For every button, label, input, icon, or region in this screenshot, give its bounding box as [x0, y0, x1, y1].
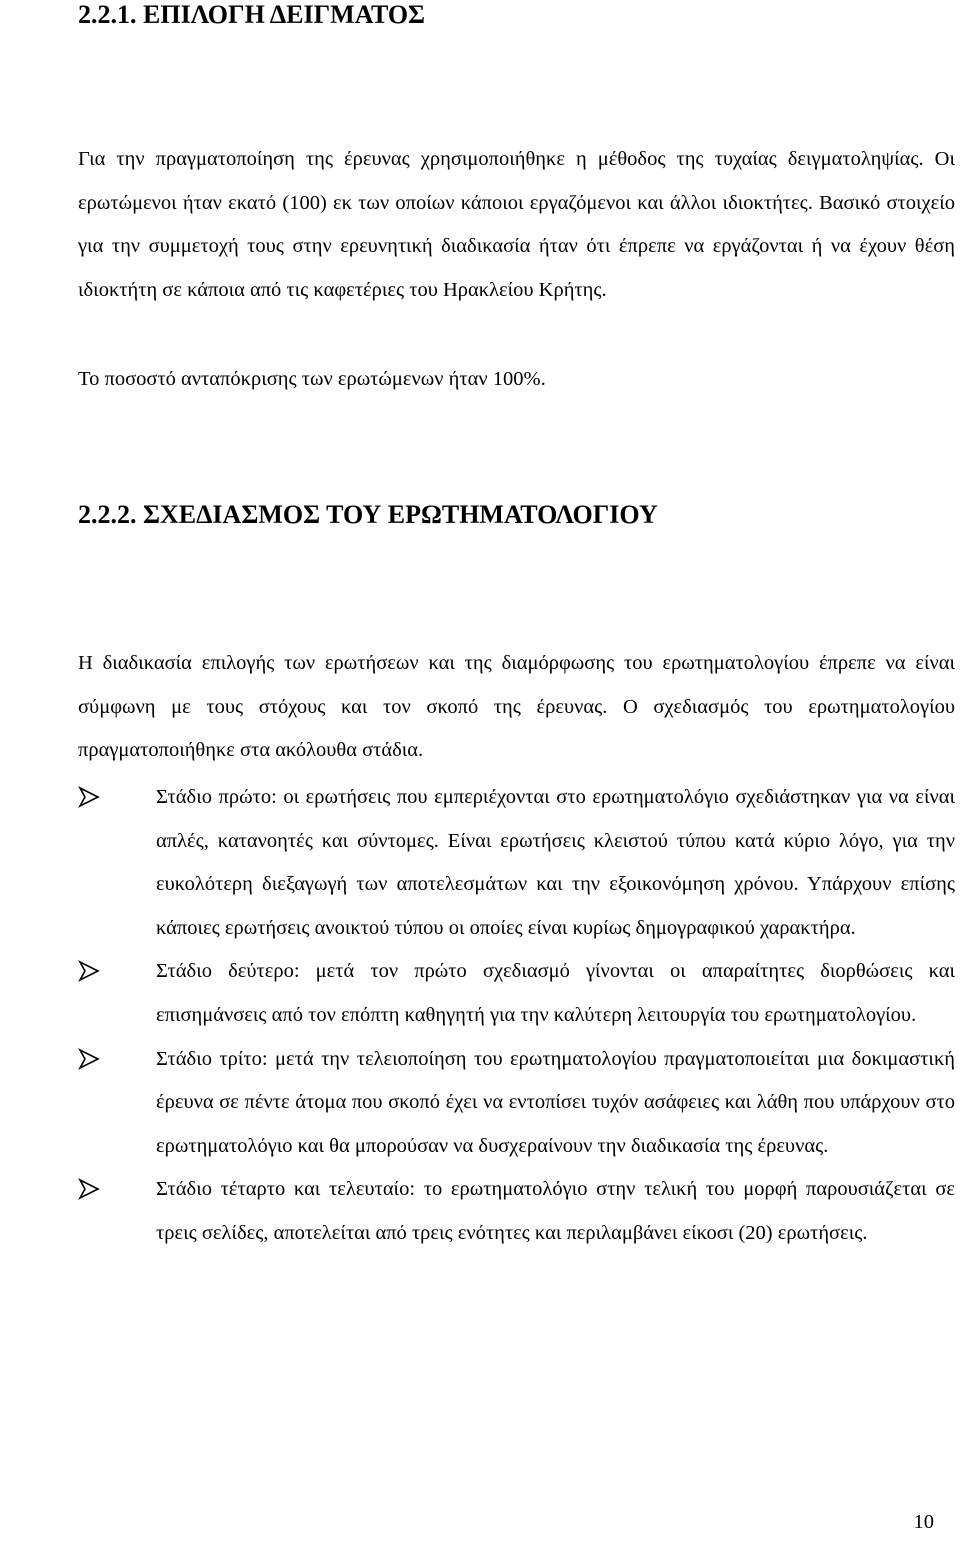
paragraph-sampling-text: Για την πραγματοποίηση της έρευνας χρησιμοποιήθηκε η μέθοδος της τυχαίας δειγματοληψίας. Οι ερωτώμενοι ήταν εκατό (100) εκ των οποίων κάποιοι εργαζόμενοι και άλλοι ιδιοκτήτες. Βασικό στοιχείο για την συμμετοχή τους στην ερευνητική διαδικασία ήταν ότι έπρεπε να εργάζονται ή να έχουν θέση ιδιοκτήτη σε κάποια από τις καφετέριες του Ηρακλείου Κρήτης. — [78, 148, 955, 301]
list-item — [78, 950, 955, 1037]
paragraph-sampling-method — [78, 138, 955, 312]
stage-text: Στάδιο πρώτο: οι ερωτήσεις που εμπεριέχονται στο ερωτηματολόγιο σχεδιάστηκαν για να είναι απλές, κατανοητές και σύντομες. Είναι ερωτήσεις κλειστού τύπου κατά κύριο λόγο, για την ευκολότερη διεξαγωγή των αποτελεσμάτων και την εξοικονόμηση χρόνου. Υπάρχουν επίσης κάποιες ερωτήσεις ανοικτού τύπου οι οποίες είναι κυρίως δημογραφικού χαρακτήρα. — [156, 786, 955, 939]
section-heading-questionnaire-design: 2.2.2. ΣΧΕΔΙΑΣΜΟΣ ΤΟΥ ΕΡΩΤΗΜΑΤΟΛΟΓΙΟΥ — [78, 500, 658, 529]
arrowhead-bullet-icon — [78, 1178, 100, 1200]
paragraph-response-rate: Το ποσοστό ανταπόκρισης των ερωτώμενων ήταν 100%. — [78, 368, 546, 390]
stages-list — [78, 776, 955, 1256]
stage-text: Στάδιο τέταρτο και τελευταίο: το ερωτηματολόγιο στην τελική του μορφή παρουσιάζεται σε τρεις σελίδες, αποτελείται από τρεις ενότητες και περιλαμβάνει είκοσι (20) ερωτήσεις. — [156, 1178, 955, 1244]
paragraph-questionnaire-intro — [78, 642, 955, 773]
section-heading-sample-selection: 2.2.1. ΕΠΙΛΟΓΗ ΔΕΙΓΜΑΤΟΣ — [78, 0, 426, 29]
stage-text: Στάδιο τρίτο: μετά την τελειοποίηση του ερωτηματολογίου πραγματοποιείται μια δοκιμαστική έρευνα σε πέντε άτομα που σκοπό έχει να εντοπίσει τυχόν ασάφειες και λάθη που υπάρχουν στο ερωτηματολόγιο και θα μπορούσαν να δυσχεραίνουν την διαδικασία της έρευνας. — [156, 1047, 955, 1157]
arrowhead-bullet-icon — [78, 960, 100, 982]
arrowhead-bullet-icon — [78, 1048, 100, 1070]
page-number: 10 — [913, 1511, 934, 1533]
list-item — [78, 1168, 955, 1255]
stage-text: Στάδιο δεύτερο: μετά τον πρώτο σχεδιασμό γίνονται οι απαραίτητες διορθώσεις και επισημάνσεις από τον επόπτη καθηγητή για την καλύτερη λειτουργία του ερωτηματολογίου. — [156, 960, 955, 1026]
paragraph-questionnaire-intro-text: Η διαδικασία επιλογής των ερωτήσεων και της διαμόρφωσης του ερωτηματολογίου έπρεπε να είναι σύμφωνη με τους στόχους και τον σκοπό της έρευνας. Ο σχεδιασμός του ερωτηματολογίου πραγματοποιήθηκε στα ακόλουθα στάδια. — [78, 652, 955, 762]
list-item — [78, 776, 955, 950]
arrowhead-bullet-icon — [78, 786, 100, 808]
list-item — [78, 1038, 955, 1169]
